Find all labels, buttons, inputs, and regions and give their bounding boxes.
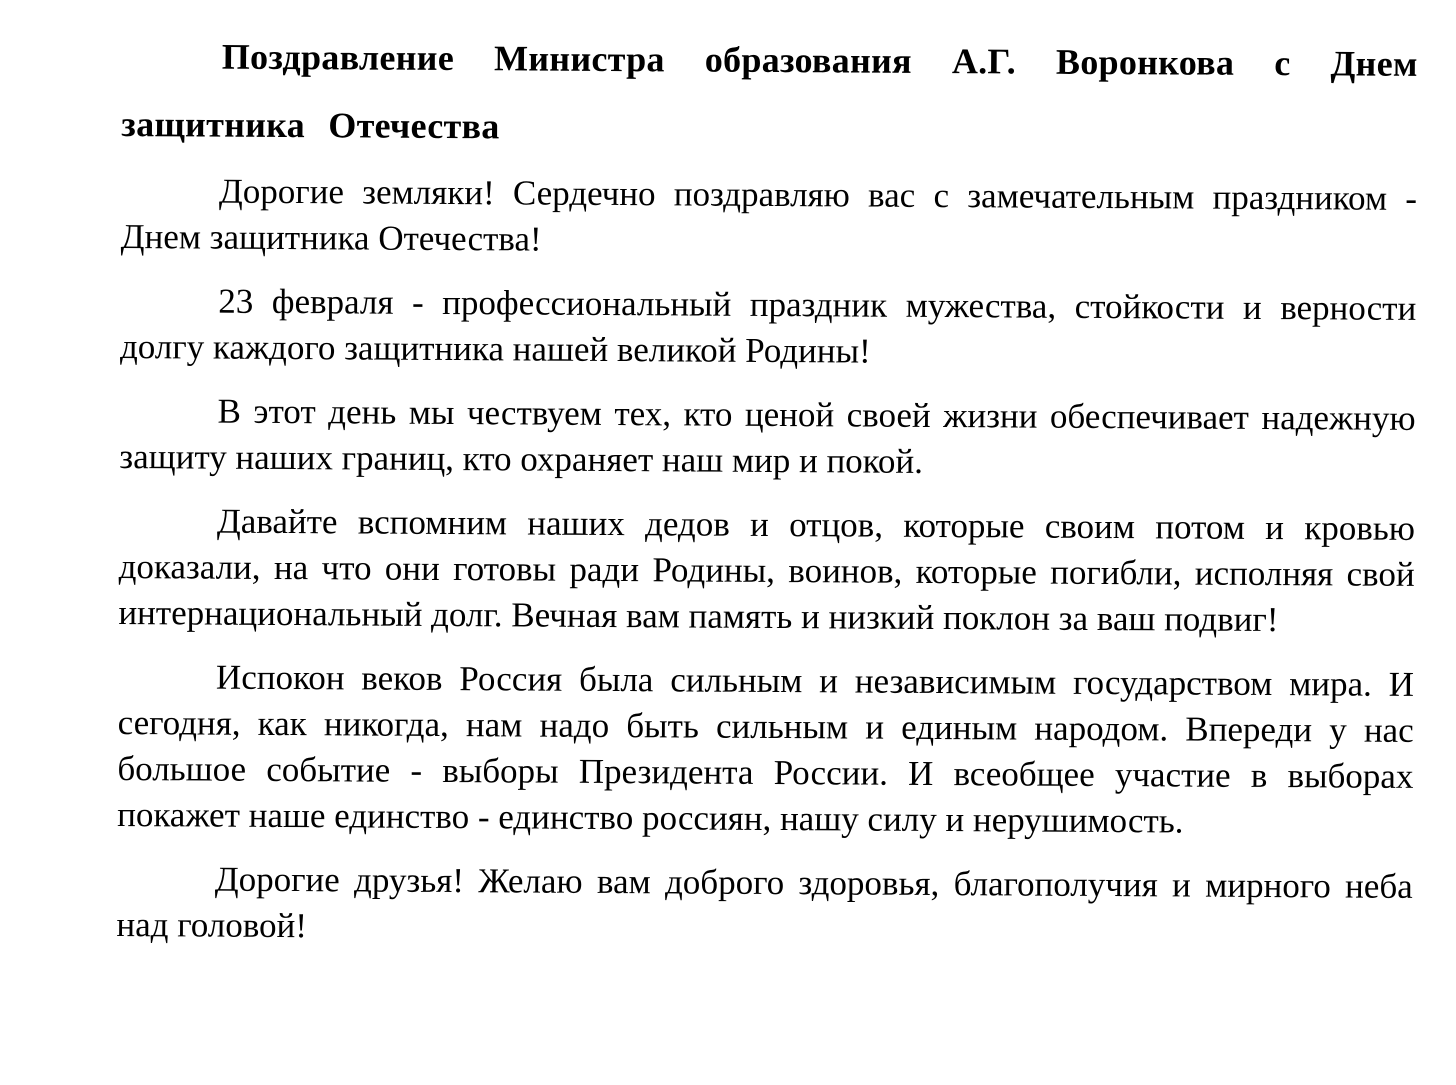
paragraph-remembrance: Давайте вспомним наших дедов и отцов, которые своим потом и кровью доказали, на что они готовы ради Родины, воинов, которые погибли, исполняя свой интернациональный долг. Вечная вам память и низкий поклон за ваш подвиг! [118,501,1416,640]
paragraph-greeting: Дорогие земляки! Сердечно поздравляю вас с замечательным праздником - Днем защитника Отечества! [120,171,1418,259]
document-title: Поздравление Министра образования А.Г. Воронкова с Днем защитника Отечества [121,36,1418,147]
document-page [116,22,1418,974]
paragraph-russia-elections: Испокон веков Россия была сильным и независимым государством мира. И сегодня, как никогда, нам надо быть сильным и единым народом. Впереди у нас большое событие - выборы Президента России. И всеобщее участие в выборах покажет наше единство - единство россиян, нашу силу и нерушимость. [117,657,1415,841]
paragraph-honoring-defenders: В этот день мы чествуем тех, кто ценой своей жизни обеспечивает надежную защиту наших границ, кто охраняет наш мир и покой. [119,391,1416,481]
paragraph-closing-wishes: Дорогие друзья! Желаю вам доброго здоровья, благополучия и мирного неба над головой! [116,859,1413,946]
paragraph-february-23: 23 февраля - профессиональный праздник мужества, стойкости и верности долгу каждого защитника нашей великой Родины! [119,281,1417,371]
